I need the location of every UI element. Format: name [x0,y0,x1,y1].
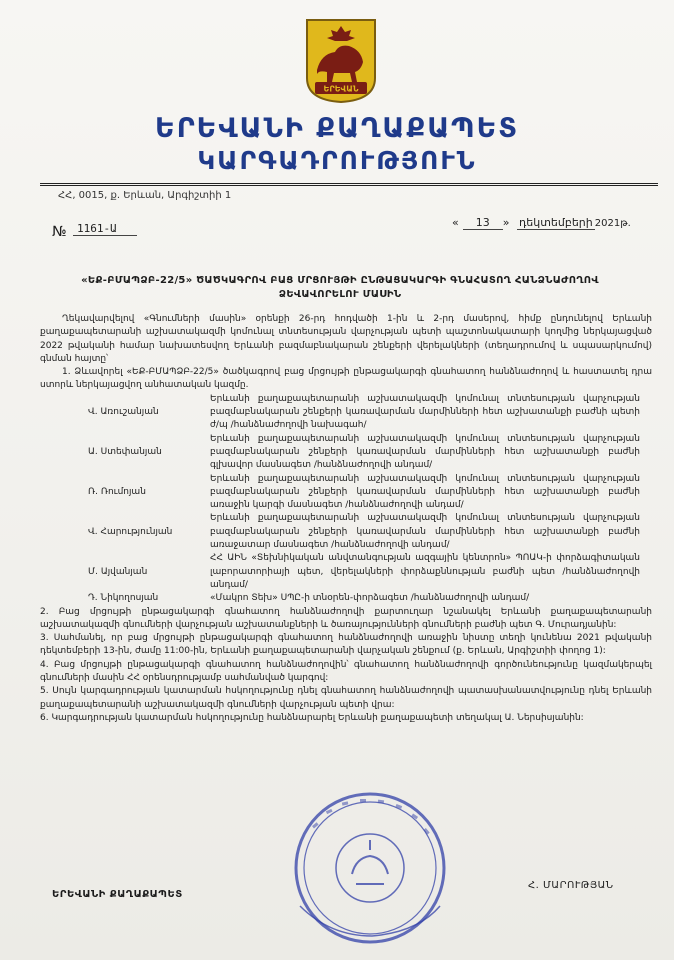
member-row [40,592,652,605]
member-role: Երևանի քաղաքապետարանի աշխատակազմի կոմունալ տնտեսության վարչության բազմաբնակարան շենքերի կառավարման մարմինների հետ աշխատանքի բաժնի առաջատար մասնագետ /հանձնաժողովի անդամ/ [210,513,640,551]
member-name: Ա. Ստեփանյան [88,446,162,457]
document-title: «ԵՔ-ԲՄԱՊՁԲ-22/5» ԾԱԾԿԱԳՐՈՎ ԲԱՑ ՄՐՑՈՒՅԹԻ ԸՆԹԱՑԱԿԱՐԳԻ ԳՆԱՀԱՏՈՂ ՀԱՆՁՆԱԺՈՂՈՎ ՁԵՎԱՎՈՐԵԼՈՒ ՄԱՍԻՆ [81,275,599,300]
item-3: 3. Սահմանել, որ բաց մրցույթի ընթացակարգի գնահատող հանձնաժողովի առաջին նիստը տեղի կունենա 2021 թվականի դեկտեմբերի 13-ին, ժամը 11:00-ին, Երևանի քաղաքապետարանի վարչական շենքում (ք. Երևան, Արգիշտիի փողոց 1): [40,633,652,657]
member-row [40,473,652,513]
address: ՀՀ, 0015, ք. Երևան, Արգիշտիի 1 [58,190,232,201]
header-title-line2: ԿԱՐԳԱԴՐՈՒԹՅՈՒՆ [197,146,477,175]
header-title-line1: ԵՐԵՎԱՆԻ ՔԱՂԱՔԱՊԵՏ [155,113,519,144]
order-number: 1161-Ա [73,222,137,236]
member-role: «Մակրո Տեխ» ՍՊԸ-ի տնօրեն-փորձագետ /հանձնաժողովի անդամ/ [210,593,530,604]
preamble: Ղեկավարվելով «Գնումների մասին» օրենքի 26-րդ հոդվածի 1-ին և 2-րդ մասերով, հիմք ընդունելով Երևանի քաղաքապետարանի աշխատակազմի կոմունալ տնտեսության վարչության պետի պաշտոնակատարի կողմից ներկայացված 2022 թվականի համար նախատեսվող Երևանի բազմաբնակարան շենքերի վերելակների (տեղադրումով և սպասարկումով) գնման հայտը՝ [40,314,652,364]
member-name: Վ. Առուշանյան [88,407,159,418]
document-body [40,313,652,725]
header-divider [40,183,658,184]
date-month: դեկտեմբերի [518,216,593,229]
date-open-quote: « [452,216,459,229]
item-4: 4. Բաց մրցույթի ընթացակարգի գնահատող հանձնաժողովին՝ գնահատող հանձնաժողովի գործունեությունը կազմակերպել գնումների մասին ՀՀ օրենսդրությամբ սահմանված կարգով: [40,659,652,684]
item-1: 1. Ձևավորել «ԵՔ-ԲՄԱՊՁԲ-22/5» ծածկագրով բաց մրցույթի ընթացակարգի գնահատող հանձնաժողով և հաստատել դրա ստորև ներկայացվող անհատական կազմը. [40,367,652,391]
order-date [452,216,631,230]
member-name: Մ. Այվանյան [88,566,148,577]
official-seal-icon [290,788,450,948]
member-role: Երևանի քաղաքապետարանի աշխատակազմի կոմունալ տնտեսության վարչության բազմաբնակարան շենքերի կառավարման մարմինների հետ աշխատանքի բաժնի առաջին կարգի մասնագետ /հանձնաժողովի անդամ/ [210,473,640,511]
item-6: 6. Կարգադրության կատարման հսկողությունը հանձնարարել Երևանի քաղաքապետի տեղակալ Ա. Ներսիսյանին: [40,712,584,723]
member-row [40,552,652,592]
member-name: Ռ. Ռումոյան [88,486,146,497]
member-name: Վ. Հարությունյան [88,526,173,537]
date-year: 2021թ. [594,218,631,229]
member-row [40,393,652,433]
signature-title: ԵՐԵՎԱՆԻ ՔԱՂԱՔԱՊԵՏ [52,889,183,900]
member-name: Դ. Նիկողոսյան [88,593,159,604]
number-label: № [52,224,67,240]
member-row [40,512,652,552]
member-role: Երևանի քաղաքապետարանի աշխատակազմի կոմունալ տնտեսության վարչության բազմաբնակարան շենքերի կառավարման մարմինների հետ աշխատանքի բաժնի պետի ժ/պ /հանձնաժողովի նախագահ/ [210,393,640,431]
header-divider-double [40,185,658,186]
item-5: 5. Սույն կարգադրության կատարման հսկողությունը դնել գնահատող հանձնաժողովի պատասխանատվությունը դնել Երևանի քաղաքապետարանի աշխատակազմի գնումների վարչության պետի վրա: [40,686,652,710]
yerevan-emblem-icon [303,16,379,104]
date-day: 13 [463,216,503,230]
signature-name: Հ. ՄԱՐՈՒԹՅԱՆ [528,880,614,891]
member-row [40,433,652,473]
emblem-label: ԵՐԵՎԱՆ [323,84,359,94]
item-2: 2. Բաց մրցույթի ընթացակարգի գնահատող հանձնաժողովի քարտուղար նշանակել Երևանի քաղաքապետարանի աշխատակազմի գնումների վարչության աշխատանքների և ծառայությունների գնումների բաժնի պետ Գ. Մուրադյանին: [40,606,652,630]
member-role: ՀՀ ԱԻՆ «Տեխնիկական անվտանգության ազգային կենտրոն» ՊՈԱԿ-ի փորձագիտական լաբորատորիայի պետ, վերելակների փորձաքննության բաժնի պետ /հանձնաժողովի անդամ/ [210,553,640,590]
member-role: Երևանի քաղաքապետարանի աշխատակազմի կոմունալ տնտեսության վարչության բազմաբնակարան շենքերի կառավարման մարմինների հետ աշխատանքի բաժնի գլխավոր մասնագետ /հանձնաժողովի անդամ/ [210,433,640,471]
date-close-quote: » [502,216,510,229]
